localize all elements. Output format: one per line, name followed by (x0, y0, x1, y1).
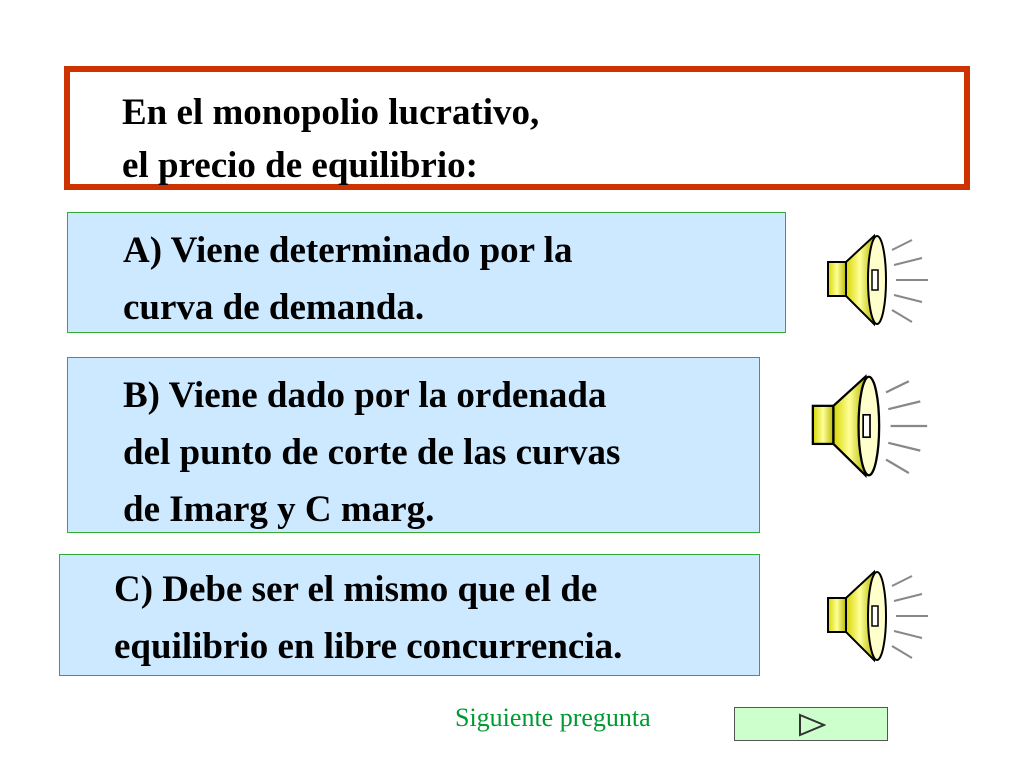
question-box (64, 66, 970, 190)
option-c-text: C) Debe ser el mismo que el de equilibrio en libre concurrencia. (114, 569, 623, 667)
speaker-icon[interactable] (822, 566, 934, 666)
speaker-b-graphic (806, 370, 934, 482)
next-question-button[interactable] (734, 707, 888, 741)
option-a[interactable] (67, 212, 786, 333)
speaker-icon[interactable] (822, 230, 934, 330)
next-question-label[interactable]: Siguiente pregunta (455, 703, 651, 732)
option-c[interactable] (59, 554, 760, 676)
speaker-icon[interactable] (806, 370, 934, 482)
speaker-a-graphic (822, 230, 934, 330)
option-b[interactable] (67, 357, 760, 533)
speaker-c-graphic (822, 566, 934, 666)
play-triangle-icon (798, 713, 826, 737)
option-b-text: B) Viene dado por la ordenada del punto de corte de las curvas de Imarg y C marg. (123, 375, 621, 530)
option-a-text: A) Viene determinado por la curva de demanda. (123, 230, 573, 328)
question-text: En el monopolio lucrativo, el precio de equilibrio: (122, 92, 540, 186)
